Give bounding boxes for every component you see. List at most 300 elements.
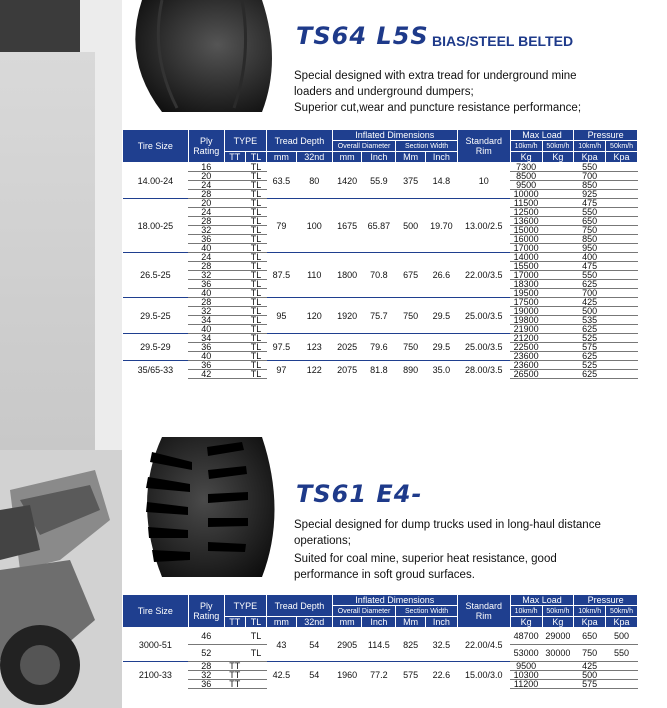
pressure-10-cell: 475 xyxy=(574,262,606,271)
header-tire-size: Tire Size xyxy=(123,595,189,628)
standard-rim-cell: 13.00/2.5 xyxy=(457,199,510,253)
pressure-50-cell xyxy=(606,208,638,217)
tt-cell xyxy=(224,307,245,316)
pressure-50-cell xyxy=(606,172,638,181)
tt-cell xyxy=(224,289,245,298)
table-row xyxy=(123,628,638,645)
header-type: TYPE xyxy=(224,130,266,152)
pressure-50-cell xyxy=(606,289,638,298)
table-row xyxy=(123,163,638,172)
tl-cell xyxy=(245,662,266,671)
tread-mm-cell: 97.5 xyxy=(267,334,297,361)
ply-rating-cell: 36 xyxy=(188,343,224,352)
tire-size-cell: 26.5-25 xyxy=(123,253,189,298)
max-load-10-cell: 15500 xyxy=(510,262,542,271)
pressure-10-cell: 925 xyxy=(574,190,606,199)
max-load-50-cell xyxy=(542,671,574,680)
header-tread-mm: mm xyxy=(267,152,297,163)
header-sw-inch: Inch xyxy=(425,152,457,163)
max-load-50-cell: 30000 xyxy=(542,645,574,662)
ply-rating-cell: 40 xyxy=(188,244,224,253)
header-load-10kmh: 10km/h xyxy=(510,141,542,152)
pressure-10-cell: 850 xyxy=(574,235,606,244)
standard-rim-cell: 25.00/3.5 xyxy=(457,298,510,334)
tl-cell xyxy=(245,680,266,689)
tire-size-cell: 35/65-33 xyxy=(123,361,189,379)
section-width-inch-cell: 14.8 xyxy=(425,163,457,199)
tl-cell: TL xyxy=(245,645,266,662)
header-kpa-50: Kpa xyxy=(606,152,638,163)
tl-cell: TL xyxy=(245,244,266,253)
ply-rating-cell: 36 xyxy=(188,680,224,689)
max-load-50-cell xyxy=(542,680,574,689)
ts61-tire-photo xyxy=(122,432,287,582)
max-load-50-cell xyxy=(542,190,574,199)
section-width-mm-cell: 825 xyxy=(396,628,426,662)
pressure-10-cell: 525 xyxy=(574,361,606,370)
max-load-10-cell: 13600 xyxy=(510,217,542,226)
header-pressure: Pressure xyxy=(574,595,638,606)
ts61-desc-line: performance in soft groud surfaces. xyxy=(294,569,475,581)
tl-cell: TL xyxy=(245,172,266,181)
pressure-10-cell: 625 xyxy=(574,325,606,334)
ts64-construction-type: BIAS/STEEL BELTED xyxy=(432,33,574,49)
tl-cell: TL xyxy=(245,298,266,307)
section-width-inch-cell: 19.70 xyxy=(425,199,457,253)
header-pressure-10kmh: 10km/h xyxy=(574,141,606,152)
max-load-10-cell: 19500 xyxy=(510,289,542,298)
overall-diameter-inch-cell: 55.9 xyxy=(362,163,396,199)
pressure-50-cell xyxy=(606,199,638,208)
overall-diameter-mm-cell: 2905 xyxy=(332,628,362,662)
tt-cell xyxy=(224,271,245,280)
standard-rim-cell: 25.00/3.5 xyxy=(457,334,510,361)
max-load-10-cell: 9500 xyxy=(510,662,542,671)
section-width-inch-cell: 29.5 xyxy=(425,298,457,334)
header-kg-10: Kg xyxy=(510,617,542,628)
pressure-50-cell xyxy=(606,217,638,226)
tl-cell: TL xyxy=(245,334,266,343)
tread-32nd-cell: 80 xyxy=(296,163,332,199)
pressure-10-cell: 500 xyxy=(574,307,606,316)
tt-cell xyxy=(224,262,245,271)
ply-rating-cell: 40 xyxy=(188,289,224,298)
header-section-width: Section Width xyxy=(396,606,457,617)
overall-diameter-inch-cell: 65.87 xyxy=(362,199,396,253)
section-width-inch-cell: 35.0 xyxy=(425,361,457,379)
tread-32nd-cell: 122 xyxy=(296,361,332,379)
ply-rating-cell: 36 xyxy=(188,235,224,244)
ply-rating-cell: 16 xyxy=(188,163,224,172)
pressure-50-cell xyxy=(606,352,638,361)
tt-cell xyxy=(224,298,245,307)
overall-diameter-mm-cell: 1800 xyxy=(332,253,362,298)
tl-cell: TL xyxy=(245,343,266,352)
max-load-10-cell: 53000 xyxy=(510,645,542,662)
section-width-mm-cell: 750 xyxy=(396,334,426,361)
ply-rating-cell: 52 xyxy=(188,645,224,662)
header-pressure-10kmh: 10km/h xyxy=(574,606,606,617)
tl-cell: TL xyxy=(245,253,266,262)
max-load-50-cell xyxy=(542,262,574,271)
tt-cell xyxy=(224,244,245,253)
tt-cell xyxy=(224,316,245,325)
max-load-10-cell: 10300 xyxy=(510,671,542,680)
tt-cell xyxy=(224,190,245,199)
max-load-50-cell xyxy=(542,271,574,280)
max-load-10-cell: 18300 xyxy=(510,280,542,289)
max-load-50-cell xyxy=(542,280,574,289)
ts64-desc-line: Superior cut,wear and puncture resistance performance; xyxy=(294,102,582,114)
ts61-model-title: TS61 E4- xyxy=(296,480,423,508)
header-kpa-10: Kpa xyxy=(574,152,606,163)
tl-cell: TL xyxy=(245,280,266,289)
max-load-50-cell xyxy=(542,208,574,217)
ply-rating-cell: 46 xyxy=(188,628,224,645)
ply-rating-cell: 20 xyxy=(188,172,224,181)
header-kg-10: Kg xyxy=(510,152,542,163)
tread-32nd-cell: 100 xyxy=(296,199,332,253)
table-row xyxy=(123,662,638,671)
ply-rating-cell: 32 xyxy=(188,671,224,680)
pressure-10-cell: 425 xyxy=(574,298,606,307)
overall-diameter-inch-cell: 81.8 xyxy=(362,361,396,379)
section-width-mm-cell: 575 xyxy=(396,662,426,689)
pressure-10-cell: 475 xyxy=(574,199,606,208)
max-load-10-cell: 17000 xyxy=(510,271,542,280)
max-load-10-cell: 9500 xyxy=(510,181,542,190)
header-inflated-dimensions: Inflated Dimensions xyxy=(332,595,457,606)
max-load-10-cell: 8500 xyxy=(510,172,542,181)
tl-cell: TL xyxy=(245,190,266,199)
ply-rating-cell: 40 xyxy=(188,352,224,361)
header-load-50kmh: 50km/h xyxy=(542,606,574,617)
pressure-50-cell xyxy=(606,253,638,262)
tt-cell xyxy=(224,181,245,190)
ply-rating-cell: 32 xyxy=(188,271,224,280)
tt-cell xyxy=(224,280,245,289)
tt-cell xyxy=(224,235,245,244)
max-load-10-cell: 23600 xyxy=(510,352,542,361)
header-sw-inch: Inch xyxy=(425,617,457,628)
standard-rim-cell: 15.00/3.0 xyxy=(457,662,510,689)
pressure-50-cell xyxy=(606,680,638,689)
header-inflated-dimensions: Inflated Dimensions xyxy=(332,130,457,141)
max-load-50-cell: 29000 xyxy=(542,628,574,645)
pressure-50-cell xyxy=(606,662,638,671)
max-load-10-cell: 21900 xyxy=(510,325,542,334)
pressure-10-cell: 750 xyxy=(574,645,606,662)
ply-rating-cell: 28 xyxy=(188,217,224,226)
overall-diameter-mm-cell: 1675 xyxy=(332,199,362,253)
pressure-10-cell: 950 xyxy=(574,244,606,253)
max-load-50-cell xyxy=(542,172,574,181)
table-row xyxy=(123,253,638,262)
ts61-spec-table xyxy=(122,594,638,689)
max-load-50-cell xyxy=(542,199,574,208)
pressure-10-cell: 535 xyxy=(574,316,606,325)
tt-cell xyxy=(224,199,245,208)
pressure-50-cell xyxy=(606,361,638,370)
tl-cell: TL xyxy=(245,262,266,271)
max-load-50-cell xyxy=(542,289,574,298)
pressure-50-cell xyxy=(606,262,638,271)
tread-mm-cell: 43 xyxy=(267,628,297,662)
ts64-tire-photo xyxy=(122,0,282,115)
header-tire-size: Tire Size xyxy=(123,130,189,163)
tt-cell xyxy=(224,226,245,235)
max-load-50-cell xyxy=(542,352,574,361)
overall-diameter-mm-cell: 2075 xyxy=(332,361,362,379)
max-load-50-cell xyxy=(542,343,574,352)
ts61-desc-line: Suited for coal mine, superior heat resistance, good xyxy=(294,553,557,565)
tl-cell: TL xyxy=(245,307,266,316)
max-load-50-cell xyxy=(542,662,574,671)
tire-size-cell: 14.00-24 xyxy=(123,163,189,199)
max-load-50-cell xyxy=(542,307,574,316)
tread-mm-cell: 42.5 xyxy=(267,662,297,689)
tire-size-cell: 29.5-25 xyxy=(123,298,189,334)
header-od-mm: mm xyxy=(332,152,362,163)
ts61-desc-line: operations; xyxy=(294,535,351,547)
ts64-model-title: TS64 L5S xyxy=(296,22,429,50)
header-ply-rating: Ply Rating xyxy=(188,595,224,628)
tl-cell: TL xyxy=(245,181,266,190)
pressure-10-cell: 550 xyxy=(574,163,606,172)
tl-cell: TL xyxy=(245,361,266,370)
ts64-description xyxy=(294,68,581,116)
pressure-10-cell: 400 xyxy=(574,253,606,262)
tl-cell: TL xyxy=(245,208,266,217)
ply-rating-cell: 32 xyxy=(188,307,224,316)
header-od-inch: Inch xyxy=(362,152,396,163)
standard-rim-cell: 28.00/3.5 xyxy=(457,361,510,379)
ply-rating-cell: 40 xyxy=(188,325,224,334)
ply-rating-cell: 28 xyxy=(188,262,224,271)
ply-rating-cell: 28 xyxy=(188,190,224,199)
header-load-10kmh: 10km/h xyxy=(510,606,542,617)
max-load-50-cell xyxy=(542,226,574,235)
table-row xyxy=(123,298,638,307)
pressure-50-cell xyxy=(606,343,638,352)
header-max-load: Max Load xyxy=(510,595,574,606)
header-pressure-50kmh: 50km/h xyxy=(606,141,638,152)
section-width-inch-cell: 26.6 xyxy=(425,253,457,298)
mining-loader-photo xyxy=(0,450,122,708)
tread-mm-cell: 87.5 xyxy=(267,253,297,298)
overall-diameter-inch-cell: 79.6 xyxy=(362,334,396,361)
overall-diameter-mm-cell: 1960 xyxy=(332,662,362,689)
max-load-50-cell xyxy=(542,244,574,253)
header-overall-diameter: Overall Diameter xyxy=(332,141,396,152)
standard-rim-cell: 10 xyxy=(457,163,510,199)
ply-rating-cell: 36 xyxy=(188,280,224,289)
section-width-mm-cell: 890 xyxy=(396,361,426,379)
ply-rating-cell: 28 xyxy=(188,662,224,671)
pressure-50-cell xyxy=(606,325,638,334)
max-load-10-cell: 21200 xyxy=(510,334,542,343)
ply-rating-cell: 34 xyxy=(188,316,224,325)
max-load-10-cell: 17500 xyxy=(510,298,542,307)
max-load-50-cell xyxy=(542,217,574,226)
pressure-10-cell: 500 xyxy=(574,671,606,680)
tt-cell: TT xyxy=(224,680,245,689)
pressure-50-cell xyxy=(606,298,638,307)
tl-cell: TL xyxy=(245,316,266,325)
tire-size-cell: 2100-33 xyxy=(123,662,189,689)
header-max-load: Max Load xyxy=(510,130,574,141)
table-row xyxy=(123,199,638,208)
pressure-10-cell: 625 xyxy=(574,370,606,379)
ply-rating-cell: 24 xyxy=(188,253,224,262)
tire-size-cell: 29.5-29 xyxy=(123,334,189,361)
overall-diameter-inch-cell: 70.8 xyxy=(362,253,396,298)
header-pressure: Pressure xyxy=(574,130,638,141)
overall-diameter-mm-cell: 1920 xyxy=(332,298,362,334)
tt-cell xyxy=(224,370,245,379)
tl-cell: TL xyxy=(245,628,266,645)
max-load-50-cell xyxy=(542,298,574,307)
header-ply-rating: Ply Rating xyxy=(188,130,224,163)
pressure-10-cell: 625 xyxy=(574,280,606,289)
tt-cell xyxy=(224,628,245,645)
ply-rating-cell: 20 xyxy=(188,199,224,208)
max-load-50-cell xyxy=(542,163,574,172)
max-load-10-cell: 16000 xyxy=(510,235,542,244)
header-standard-rim: Standard Rim xyxy=(457,595,510,628)
header-sw-mm: Mm xyxy=(396,617,426,628)
tt-cell xyxy=(224,253,245,262)
tt-cell xyxy=(224,172,245,181)
max-load-50-cell xyxy=(542,253,574,262)
max-load-50-cell xyxy=(542,325,574,334)
tread-mm-cell: 63.5 xyxy=(267,163,297,199)
pressure-50-cell xyxy=(606,226,638,235)
tl-cell: TL xyxy=(245,325,266,334)
ply-rating-cell: 36 xyxy=(188,361,224,370)
pressure-50-cell xyxy=(606,271,638,280)
header-type: TYPE xyxy=(224,595,266,617)
header-tt: TT xyxy=(224,152,245,163)
max-load-10-cell: 15000 xyxy=(510,226,542,235)
max-load-50-cell xyxy=(542,361,574,370)
tl-cell: TL xyxy=(245,199,266,208)
tt-cell xyxy=(224,217,245,226)
max-load-10-cell: 26500 xyxy=(510,370,542,379)
section-width-mm-cell: 375 xyxy=(396,163,426,199)
tl-cell: TL xyxy=(245,235,266,244)
header-standard-rim: Standard Rim xyxy=(457,130,510,163)
header-od-mm: mm xyxy=(332,617,362,628)
section-width-mm-cell: 750 xyxy=(396,298,426,334)
max-load-10-cell: 10000 xyxy=(510,190,542,199)
pressure-10-cell: 850 xyxy=(574,181,606,190)
tread-mm-cell: 97 xyxy=(267,361,297,379)
header-tt: TT xyxy=(224,617,245,628)
header-tl: TL xyxy=(245,152,266,163)
tl-cell: TL xyxy=(245,226,266,235)
ts64-desc-line: Special designed with extra tread for underground mine xyxy=(294,70,577,82)
max-load-10-cell: 19000 xyxy=(510,307,542,316)
tread-mm-cell: 79 xyxy=(267,199,297,253)
pressure-50-cell: 500 xyxy=(606,628,638,645)
ply-rating-cell: 32 xyxy=(188,226,224,235)
tl-cell: TL xyxy=(245,271,266,280)
pressure-10-cell: 550 xyxy=(574,271,606,280)
pressure-10-cell: 650 xyxy=(574,628,606,645)
header-tread-32nd: 32nd xyxy=(296,617,332,628)
header-tread-depth: Tread Depth xyxy=(267,130,333,152)
table-row xyxy=(123,361,638,370)
tread-32nd-cell: 54 xyxy=(296,628,332,662)
ts64-desc-line: loaders and underground dumpers; xyxy=(294,86,474,98)
tire-size-cell: 18.00-25 xyxy=(123,199,189,253)
tt-cell: TT xyxy=(224,662,245,671)
tread-32nd-cell: 54 xyxy=(296,662,332,689)
standard-rim-cell: 22.00/3.5 xyxy=(457,253,510,298)
overall-diameter-inch-cell: 114.5 xyxy=(362,628,396,662)
pressure-50-cell xyxy=(606,163,638,172)
header-kg-50: Kg xyxy=(542,617,574,628)
max-load-10-cell: 7300 xyxy=(510,163,542,172)
pressure-50-cell xyxy=(606,334,638,343)
ts61-description xyxy=(294,517,601,583)
left-side-photo-band xyxy=(0,0,122,708)
pressure-50-cell xyxy=(606,316,638,325)
pressure-50-cell xyxy=(606,307,638,316)
pressure-10-cell: 750 xyxy=(574,226,606,235)
tire-size-cell: 3000-51 xyxy=(123,628,189,662)
pressure-50-cell xyxy=(606,370,638,379)
tt-cell xyxy=(224,163,245,172)
ts61-desc-line: Special designed for dump trucks used in long-haul distance xyxy=(294,519,601,531)
tt-cell xyxy=(224,334,245,343)
max-load-50-cell xyxy=(542,316,574,325)
pressure-50-cell xyxy=(606,671,638,680)
tt-cell xyxy=(224,645,245,662)
header-tread-depth: Tread Depth xyxy=(267,595,333,617)
ply-rating-cell: 42 xyxy=(188,370,224,379)
ts64-spec-table xyxy=(122,129,638,379)
pressure-50-cell: 550 xyxy=(606,645,638,662)
max-load-10-cell: 11200 xyxy=(510,680,542,689)
pressure-50-cell xyxy=(606,181,638,190)
max-load-10-cell: 19800 xyxy=(510,316,542,325)
header-load-50kmh: 50km/h xyxy=(542,141,574,152)
max-load-10-cell: 48700 xyxy=(510,628,542,645)
overall-diameter-mm-cell: 1420 xyxy=(332,163,362,199)
section-width-mm-cell: 500 xyxy=(396,199,426,253)
header-od-inch: Inch xyxy=(362,617,396,628)
overall-diameter-inch-cell: 77.2 xyxy=(362,662,396,689)
max-load-10-cell: 14000 xyxy=(510,253,542,262)
max-load-10-cell: 17000 xyxy=(510,244,542,253)
tread-mm-cell: 95 xyxy=(267,298,297,334)
pressure-50-cell xyxy=(606,235,638,244)
pressure-10-cell: 575 xyxy=(574,343,606,352)
tl-cell: TL xyxy=(245,289,266,298)
overall-diameter-mm-cell: 2025 xyxy=(332,334,362,361)
header-section-width: Section Width xyxy=(396,141,457,152)
tread-32nd-cell: 120 xyxy=(296,298,332,334)
pressure-50-cell xyxy=(606,280,638,289)
header-tread-mm: mm xyxy=(267,617,297,628)
header-tread-32nd: 32nd xyxy=(296,152,332,163)
pressure-10-cell: 625 xyxy=(574,352,606,361)
tt-cell xyxy=(224,361,245,370)
section-width-inch-cell: 22.6 xyxy=(425,662,457,689)
pressure-10-cell: 425 xyxy=(574,662,606,671)
